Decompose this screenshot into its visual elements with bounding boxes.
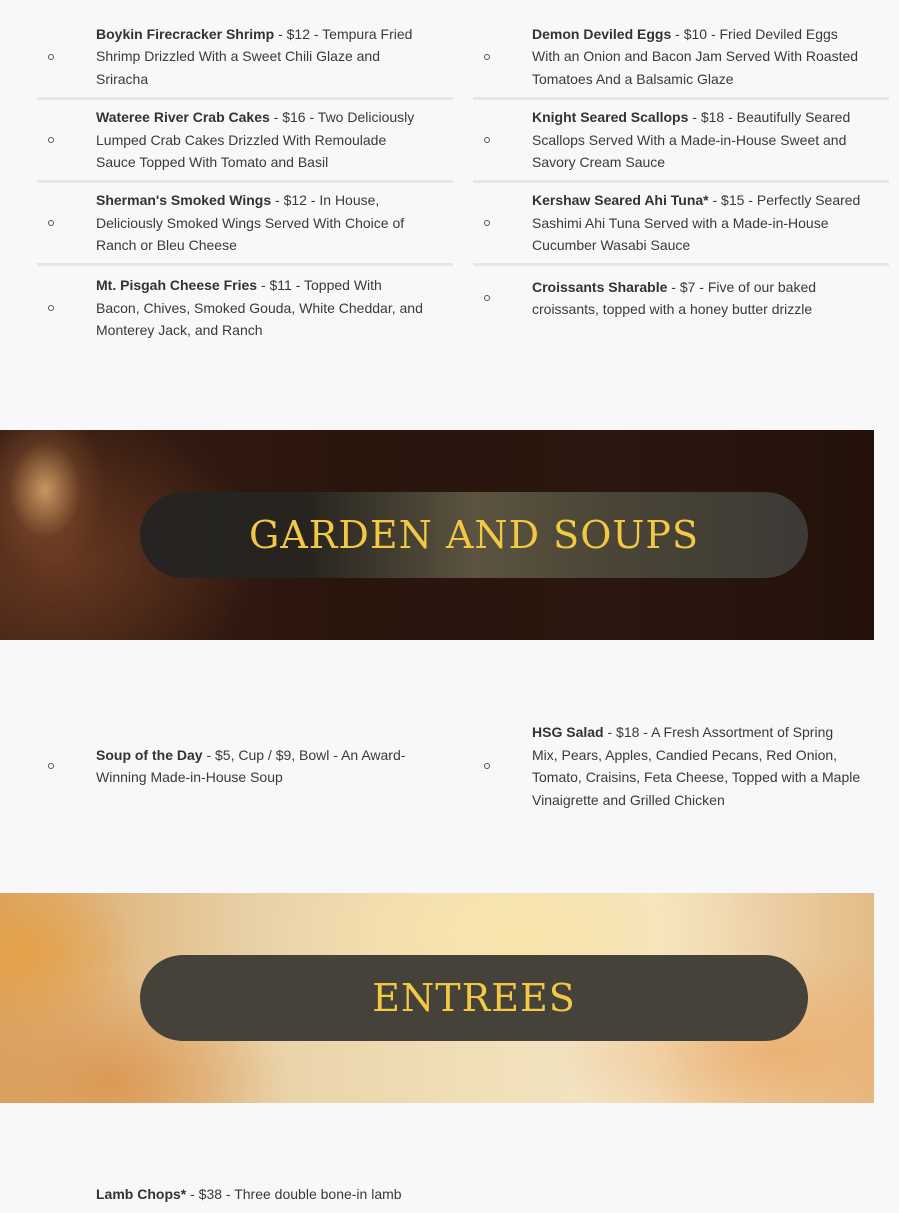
menu-item-description: - $10 - Fried Deviled Eggs With an Onion and Bacon Jam Served With Roasted Tomatoes And a Balsamic Glaze bbox=[532, 25, 859, 87]
bullet-icon bbox=[473, 220, 532, 226]
appetizers-left-column bbox=[37, 16, 453, 350]
menu-item-text bbox=[96, 189, 426, 257]
bullet-icon bbox=[473, 295, 532, 301]
bullet-icon bbox=[37, 54, 96, 60]
list-item bbox=[473, 16, 889, 100]
menu-item-name: Knight Seared Scallops bbox=[532, 109, 689, 126]
menu-item-name: Croissants Sharable bbox=[532, 278, 668, 295]
list-item bbox=[473, 720, 889, 812]
menu-item-description: - $12 - In House, Deliciously Smoked Wings Served With Choice of Ranch or Bleu Cheese bbox=[96, 192, 405, 254]
bullet-icon bbox=[37, 305, 96, 311]
list-item bbox=[37, 1183, 453, 1213]
menu-item-name: HSG Salad bbox=[532, 724, 604, 740]
menu-item-name: Demon Deviled Eggs bbox=[532, 25, 672, 42]
list-item bbox=[37, 100, 453, 183]
bullet-icon bbox=[473, 763, 532, 769]
list-item bbox=[37, 16, 453, 100]
bullet-icon bbox=[37, 763, 96, 769]
list-item bbox=[473, 266, 889, 330]
menu-item-name: Sherman's Smoked Wings bbox=[96, 192, 272, 209]
list-item bbox=[37, 720, 453, 812]
list-item bbox=[473, 100, 889, 183]
section-title-pill bbox=[140, 955, 808, 1041]
menu-item-text bbox=[96, 23, 426, 91]
section-title: ENTREES bbox=[372, 976, 576, 1020]
menu-item-name: Kershaw Seared Ahi Tuna* bbox=[532, 192, 709, 209]
menu-item-text bbox=[532, 721, 862, 811]
menu-item-description: - $18 - Beautifully Seared Scallops Served With a Made-in-House Sweet and Savory Cream Sauce bbox=[532, 109, 851, 171]
bullet-icon bbox=[473, 54, 532, 60]
menu-item-name: Lamb Chops* bbox=[96, 1186, 187, 1202]
entrees-left-column bbox=[37, 1183, 453, 1213]
menu-item-description: - $15 - Perfectly Seared Sashimi Ahi Tuna Served with a Made-in-House Cucumber Wasabi Sauce bbox=[532, 192, 861, 254]
garden-soups-banner bbox=[0, 430, 874, 640]
garden-right-column bbox=[473, 720, 889, 812]
section-title-pill bbox=[140, 492, 808, 578]
menu-item-description: - $16 - Two Deliciously Lumped Crab Cakes Drizzled With Remoulade Sauce Topped With Tomato and Basil bbox=[96, 109, 415, 171]
bullet-icon bbox=[37, 220, 96, 226]
appetizers-right-column bbox=[473, 16, 889, 330]
menu-item-description: - $38 - Three double bone-in lamb bbox=[186, 1186, 402, 1202]
section-title: GARDEN AND SOUPS bbox=[249, 513, 699, 557]
menu-item-name: Soup of the Day bbox=[96, 746, 203, 763]
list-item bbox=[37, 266, 453, 350]
menu-item-text bbox=[532, 23, 862, 91]
menu-item-description: - $5, Cup / $9, Bowl - An Award-Winning Made-in-House Soup bbox=[96, 746, 406, 785]
menu-item-name: Wateree River Crab Cakes bbox=[96, 109, 270, 126]
menu-item-description: - $18 - A Fresh Assortment of Spring Mix, Pears, Apples, Candied Pecans, Red Onion, Tomato, Craisins, Feta Cheese, Topped with a Maple Vinaigrette and Grilled Chicken bbox=[532, 724, 861, 808]
menu-item-text bbox=[96, 1183, 426, 1206]
entrees-banner bbox=[0, 893, 874, 1103]
bullet-icon bbox=[37, 137, 96, 143]
menu-item-text bbox=[532, 189, 862, 257]
menu-item-text bbox=[96, 744, 426, 789]
bullet-icon bbox=[473, 137, 532, 143]
menu-item-name: Mt. Pisgah Cheese Fries bbox=[96, 277, 258, 294]
menu-item-description: - $12 - Tempura Fried Shrimp Drizzled With a Sweet Chili Glaze and Sriracha bbox=[96, 25, 413, 87]
menu-item-description: - $11 - Topped With Bacon, Chives, Smoked Gouda, White Cheddar, and Monterey Jack, and Ranch bbox=[96, 277, 423, 339]
list-item bbox=[37, 183, 453, 266]
list-item bbox=[473, 183, 889, 266]
garden-left-column bbox=[37, 720, 453, 812]
menu-item-name: Boykin Firecracker Shrimp bbox=[96, 25, 275, 42]
menu-item-description: - $7 - Five of our baked croissants, topped with a honey butter drizzle bbox=[532, 278, 817, 317]
menu-item-text bbox=[532, 276, 862, 321]
menu-item-text bbox=[96, 274, 426, 342]
menu-item-text bbox=[96, 106, 426, 174]
menu-item-text bbox=[532, 106, 862, 174]
